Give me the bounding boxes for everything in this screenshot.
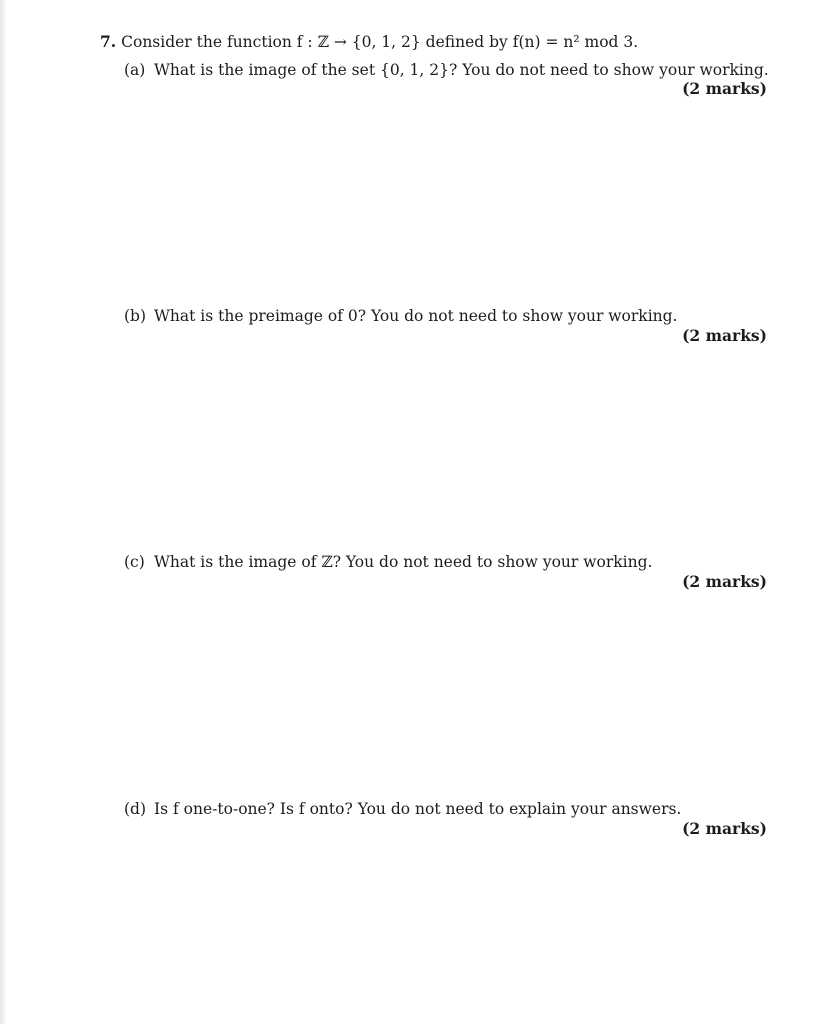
part-c-label: (c) — [124, 553, 145, 571]
part-a-text: What is the image of the set {0, 1, 2}? You do not need to show your working. — [154, 61, 769, 79]
part-c — [124, 552, 652, 572]
part-b-text: What is the preimage of 0? You do not need to show your working. — [154, 307, 678, 325]
part-d-label: (d) — [124, 800, 147, 818]
question-stem-prefix: Consider the function — [121, 33, 297, 51]
page-edge-shadow — [0, 0, 7, 1024]
part-c-marks: (2 marks) — [682, 572, 767, 591]
part-d-marks: (2 marks) — [682, 819, 767, 838]
part-a-marks: (2 marks) — [682, 79, 767, 98]
part-a — [124, 60, 769, 80]
part-d-text: Is f one-to-one? Is f onto? You do not need to explain your answers. — [154, 800, 682, 818]
question-stem-math: f : ℤ → {0, 1, 2} defined by f(n) = n² mod 3. — [296, 33, 639, 51]
part-a-label: (a) — [124, 61, 146, 79]
part-c-text: What is the image of ℤ? You do not need to show your working. — [154, 553, 653, 571]
part-b-label: (b) — [124, 307, 147, 325]
question-stem — [100, 32, 638, 52]
part-b — [124, 306, 677, 326]
part-b-marks: (2 marks) — [682, 326, 767, 345]
part-d — [124, 799, 681, 819]
question-number: 7. — [100, 32, 117, 51]
